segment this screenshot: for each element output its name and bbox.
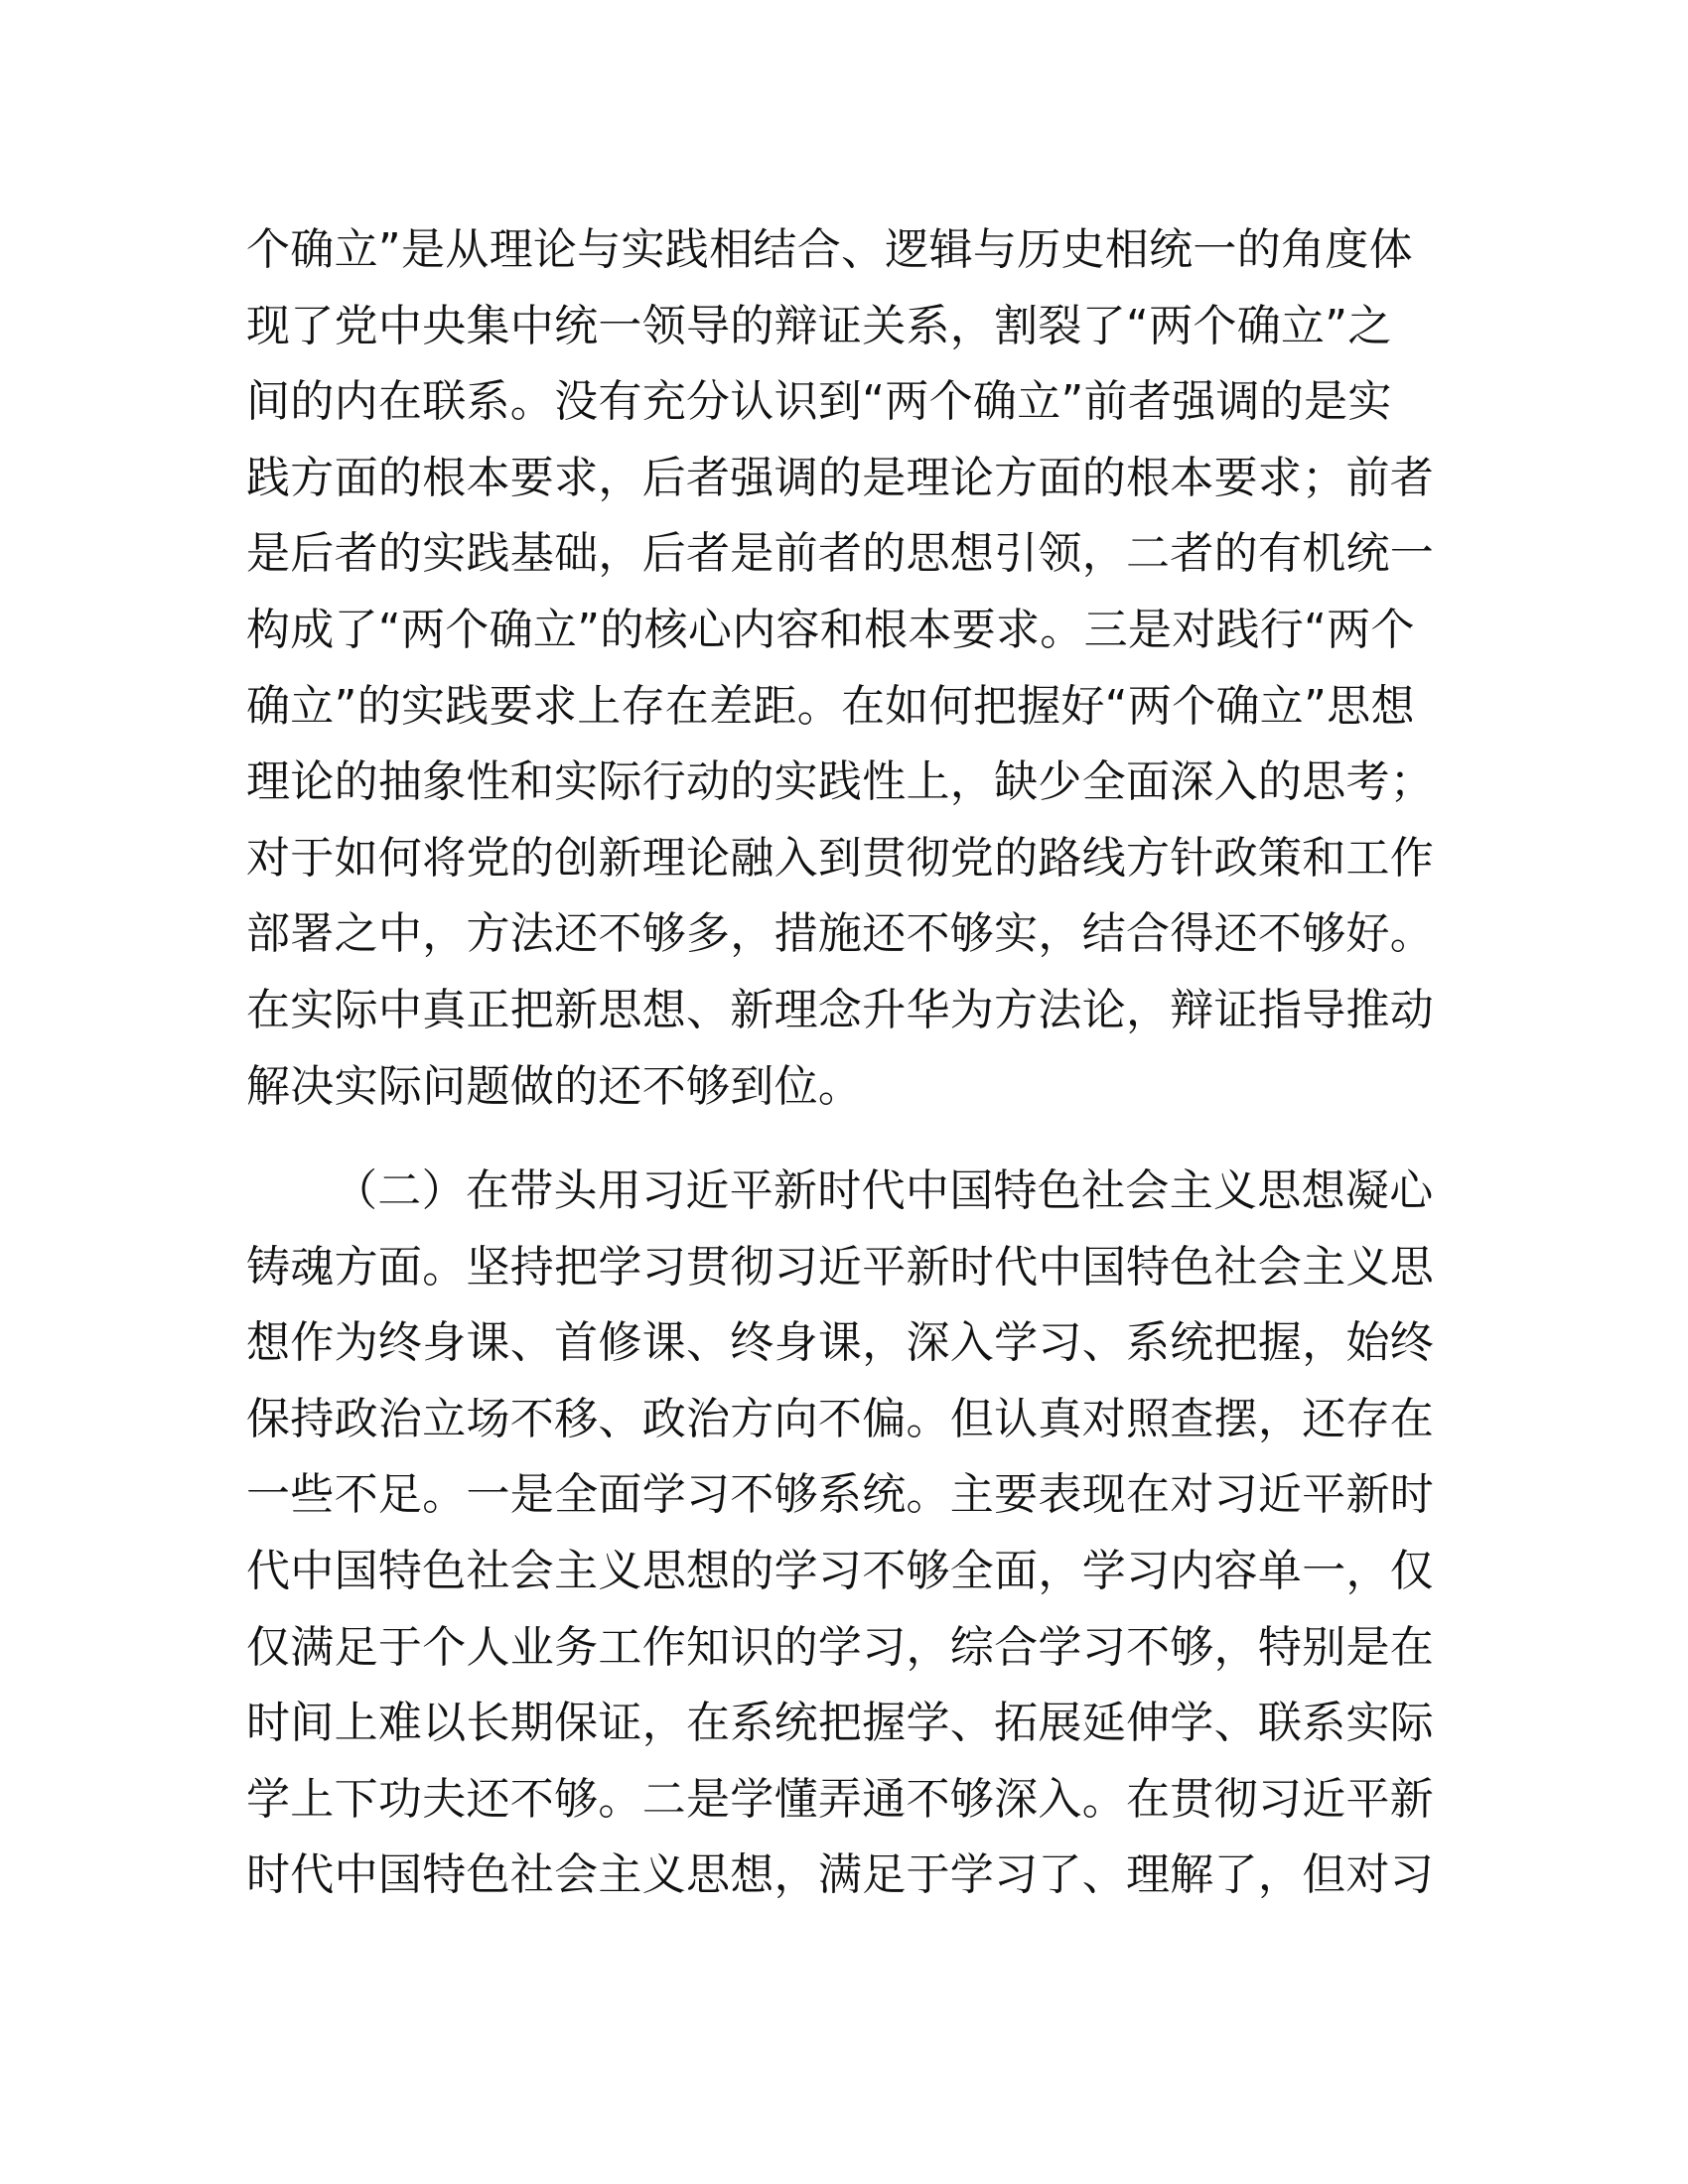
text-line: 对于如何将党的创新理论融入到贯彻党的路线方针政策和工作 — [246, 832, 1435, 884]
text-line: 构成了“两个确立”的核心内容和根本要求。三是对践行“两个 — [246, 604, 1415, 655]
text-line: 仅满足于个人业务工作知识的学习，综合学习不够，特别是在 — [246, 1621, 1435, 1673]
text-line: 理论的抽象性和实际行动的实践性上，缺少全面深入的思考； — [246, 756, 1435, 808]
text-line: 间的内在联系。没有充分认识到“两个确立”前者强调的是实 — [246, 376, 1392, 428]
section-heading-line: （二）在带头用习近平新时代中国特色社会主义思想凝心 — [334, 1165, 1434, 1216]
text-line: 个确立”是从理论与实践相结合、逻辑与历史相统一的角度体 — [246, 224, 1413, 275]
text-line: 部署之中，方法还不够多，措施还不够实，结合得还不够好。 — [246, 908, 1435, 960]
text-line: 确立”的实践要求上存在差距。在如何把握好“两个确立”思想 — [246, 680, 1415, 732]
text-line: 现了党中央集中统一领导的辩证关系，割裂了“两个确立”之 — [246, 300, 1392, 351]
text-line: 时代中国特色社会主义思想，满足于学习了、理解了，但对习 — [246, 1849, 1435, 1901]
text-line: 时间上难以长期保证，在系统把握学、拓展延伸学、联系实际 — [246, 1698, 1435, 1749]
text-line: 保持政治立场不移、政治方向不偏。但认真对照查摆，还存在 — [246, 1393, 1435, 1444]
text-line: 是后者的实践基础，后者是前者的思想引领，二者的有机统一 — [246, 528, 1435, 580]
text-line: 想作为终身课、首修课、终身课，深入学习、系统把握，始终 — [246, 1317, 1435, 1369]
text-line: 学上下功夫还不够。二是学懂弄通不够深入。在贯彻习近平新 — [246, 1773, 1435, 1825]
paragraph-section-two — [246, 1154, 1448, 1914]
text-line: 铸魂方面。坚持把学习贯彻习近平新时代中国特色社会主义思 — [246, 1241, 1435, 1293]
text-line: 在实际中真正把新思想、新理念升华为方法论，辩证指导推动 — [246, 984, 1435, 1035]
text-line: 践方面的根本要求，后者强调的是理论方面的根本要求；前者 — [246, 452, 1435, 503]
text-line: 解决实际问题做的还不够到位。 — [246, 1060, 863, 1112]
text-line: 代中国特色社会主义思想的学习不够全面，学习内容单一，仅 — [246, 1545, 1435, 1596]
paragraph-continuation — [246, 212, 1448, 1125]
text-line: 一些不足。一是全面学习不够系统。主要表现在对习近平新时 — [246, 1469, 1435, 1521]
